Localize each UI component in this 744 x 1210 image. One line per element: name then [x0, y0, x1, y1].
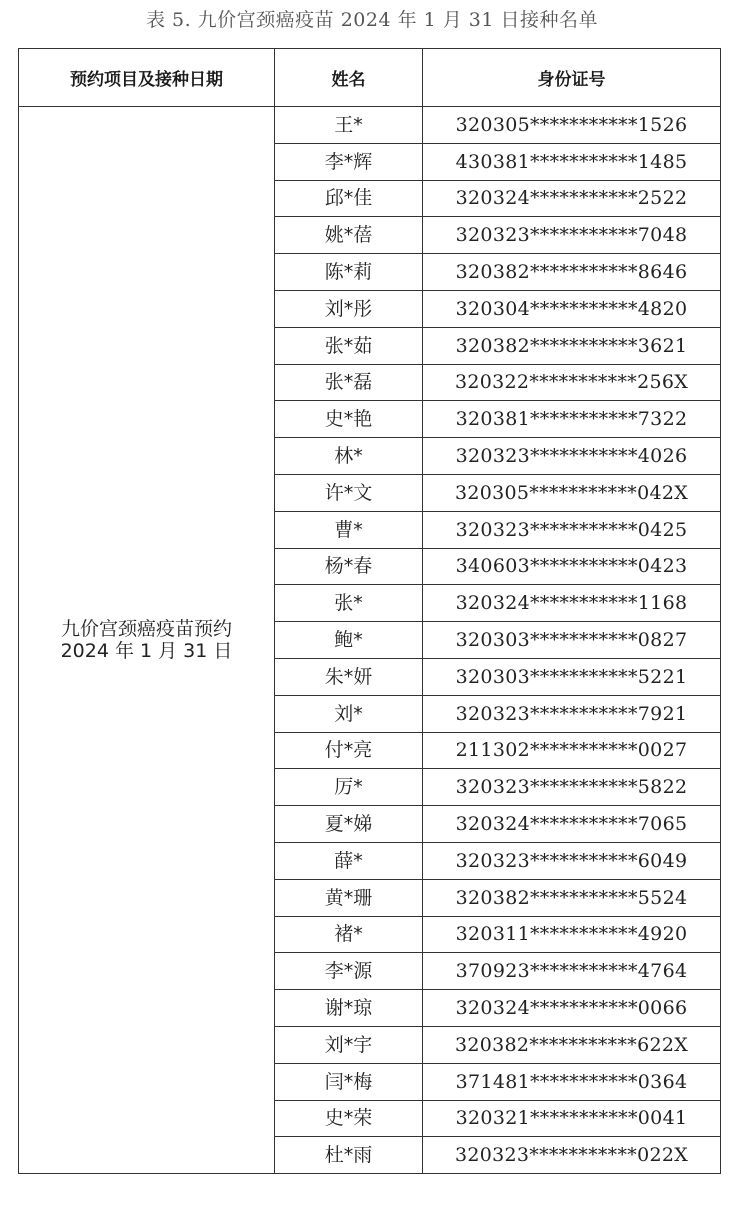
id-number-cell: 320324***********0066 [423, 990, 721, 1027]
id-number-cell: 320324***********2522 [423, 180, 721, 217]
name-cell: 付*亮 [275, 732, 423, 769]
name-cell: 邱*佳 [275, 180, 423, 217]
name-cell: 谢*琼 [275, 990, 423, 1027]
id-number-cell: 320305***********042X [423, 474, 721, 511]
name-cell: 刘*彤 [275, 290, 423, 327]
id-number-cell: 320323***********5822 [423, 769, 721, 806]
id-number-cell: 320323***********7921 [423, 695, 721, 732]
id-number-cell: 320323***********022X [423, 1137, 721, 1174]
id-number-cell: 320323***********7048 [423, 217, 721, 254]
name-cell: 张* [275, 585, 423, 622]
id-number-cell: 320381***********7322 [423, 401, 721, 438]
header-project-date: 预约项目及接种日期 [19, 49, 275, 107]
id-number-cell: 320322***********256X [423, 364, 721, 401]
name-cell: 林* [275, 438, 423, 475]
id-number-cell: 320323***********6049 [423, 842, 721, 879]
name-cell: 厉* [275, 769, 423, 806]
table-row [19, 107, 721, 144]
name-cell: 张*磊 [275, 364, 423, 401]
header-id-number: 身份证号 [423, 49, 721, 107]
name-cell: 姚*蓓 [275, 217, 423, 254]
name-cell: 史*荣 [275, 1100, 423, 1137]
name-cell: 朱*妍 [275, 658, 423, 695]
id-number-cell: 430381***********1485 [423, 143, 721, 180]
id-number-cell: 320382***********622X [423, 1026, 721, 1063]
id-number-cell: 320382***********5524 [423, 879, 721, 916]
name-cell: 夏*娣 [275, 806, 423, 843]
name-cell: 许*文 [275, 474, 423, 511]
name-cell: 陈*莉 [275, 254, 423, 291]
id-number-cell: 371481***********0364 [423, 1063, 721, 1100]
name-cell: 张*茹 [275, 327, 423, 364]
id-number-cell: 320303***********0827 [423, 622, 721, 659]
name-cell: 杨*春 [275, 548, 423, 585]
id-number-cell: 320305***********1526 [423, 107, 721, 144]
name-cell: 刘* [275, 695, 423, 732]
vaccination-roster-table [18, 48, 721, 1174]
id-number-cell: 320382***********8646 [423, 254, 721, 291]
id-number-cell: 320304***********4820 [423, 290, 721, 327]
name-cell: 曹* [275, 511, 423, 548]
vaccination-date: 2024 年 1 月 31 日 [60, 640, 233, 663]
name-cell: 李*辉 [275, 143, 423, 180]
name-cell: 闫*梅 [275, 1063, 423, 1100]
name-cell: 薛* [275, 842, 423, 879]
name-cell: 褚* [275, 916, 423, 953]
name-cell: 王* [275, 107, 423, 144]
id-number-cell: 320323***********0425 [423, 511, 721, 548]
id-number-cell: 320321***********0041 [423, 1100, 721, 1137]
id-number-cell: 370923***********4764 [423, 953, 721, 990]
name-cell: 鲍* [275, 622, 423, 659]
id-number-cell: 340603***********0423 [423, 548, 721, 585]
id-number-cell: 320324***********1168 [423, 585, 721, 622]
id-number-cell: 320382***********3621 [423, 327, 721, 364]
id-number-cell: 320303***********5221 [423, 658, 721, 695]
name-cell: 杜*雨 [275, 1137, 423, 1174]
table-header-row [19, 49, 721, 107]
name-cell: 黄*珊 [275, 879, 423, 916]
table-caption: 表 5. 九价宫颈癌疫苗 2024 年 1 月 31 日接种名单 [145, 9, 599, 31]
name-cell: 李*源 [275, 953, 423, 990]
project-date-cell [19, 107, 275, 1174]
name-cell: 史*艳 [275, 401, 423, 438]
id-number-cell: 320324***********7065 [423, 806, 721, 843]
name-cell: 刘*宇 [275, 1026, 423, 1063]
id-number-cell: 320323***********4026 [423, 438, 721, 475]
header-name: 姓名 [275, 49, 423, 107]
table-body [19, 107, 721, 1174]
project-name: 九价宫颈癌疫苗预约 [60, 618, 232, 641]
id-number-cell: 320311***********4920 [423, 916, 721, 953]
id-number-cell: 211302***********0027 [423, 732, 721, 769]
